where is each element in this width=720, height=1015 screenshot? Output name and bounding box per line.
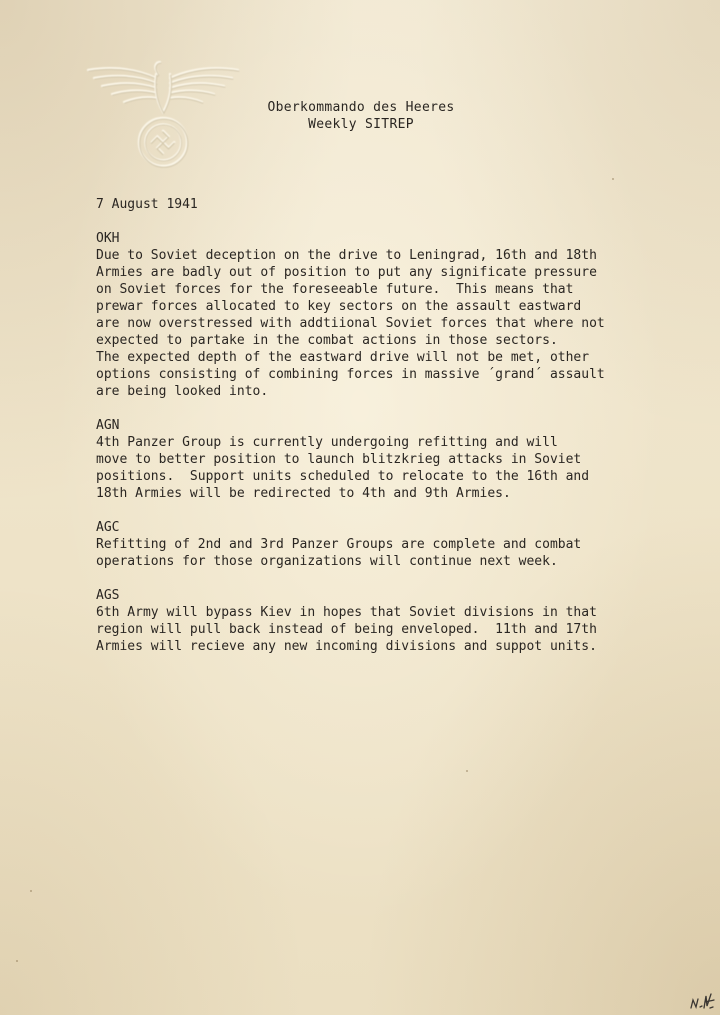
section-line: Due to Soviet deception on the drive to Leningrad, 16th and 18th — [96, 248, 597, 263]
section-line: 18th Armies will be redirected to 4th and 9th Armies. — [96, 486, 511, 501]
letterhead-org: Oberkommando des Heeres — [267, 100, 455, 115]
report-body — [96, 196, 696, 672]
section-line: move to better position to launch blitzkrieg attacks in Soviet — [96, 452, 582, 467]
section-ags — [96, 587, 696, 655]
section-heading: OKH — [96, 231, 120, 246]
section-line: 6th Army will bypass Kiev in hopes that Soviet divisions in that — [96, 605, 597, 620]
section-heading: AGS — [96, 588, 120, 603]
section-heading: AGN — [96, 418, 120, 433]
section-okh — [96, 230, 696, 400]
section-line: prewar forces allocated to key sectors on the assault eastward — [96, 299, 582, 314]
section-line: The expected depth of the eastward drive will not be met, other — [96, 350, 590, 365]
section-heading: AGC — [96, 520, 120, 535]
section-line: on Soviet forces for the foreseeable future. This means that — [96, 282, 574, 297]
section-line: positions. Support units scheduled to relocate to the 16th and — [96, 469, 590, 484]
paper-speck — [612, 178, 614, 180]
section-line: Refitting of 2nd and 3rd Panzer Groups are complete and combat — [96, 537, 582, 552]
paper-speck — [30, 890, 32, 892]
section-line: expected to partake in the combat actions in those sectors. — [96, 333, 558, 348]
report-date: 7 August 1941 — [96, 197, 198, 212]
section-line: are now overstressed with addtiional Soviet forces that where not — [96, 316, 605, 331]
section-line: 4th Panzer Group is currently undergoing refitting and will — [96, 435, 558, 450]
paper-speck — [16, 960, 18, 962]
section-line: operations for those organizations will continue next week. — [96, 554, 558, 569]
section-line: Armies will recieve any new incoming divisions and suppot units. — [96, 639, 597, 654]
paper-speck — [466, 770, 468, 772]
section-agn — [96, 417, 696, 502]
section-line: region will pull back instead of being enveloped. 11th and 17th — [96, 622, 597, 637]
section-line: options consisting of combining forces in massive ´grand´ assault — [96, 367, 605, 382]
section-line: are being looked into. — [96, 384, 269, 399]
section-agc — [96, 519, 696, 570]
letterhead-subtitle: Weekly SITREP — [308, 117, 414, 132]
section-line: Armies are badly out of position to put any significate pressure — [96, 265, 597, 280]
letterhead — [200, 99, 522, 133]
handwritten-signature-icon — [688, 988, 718, 1014]
